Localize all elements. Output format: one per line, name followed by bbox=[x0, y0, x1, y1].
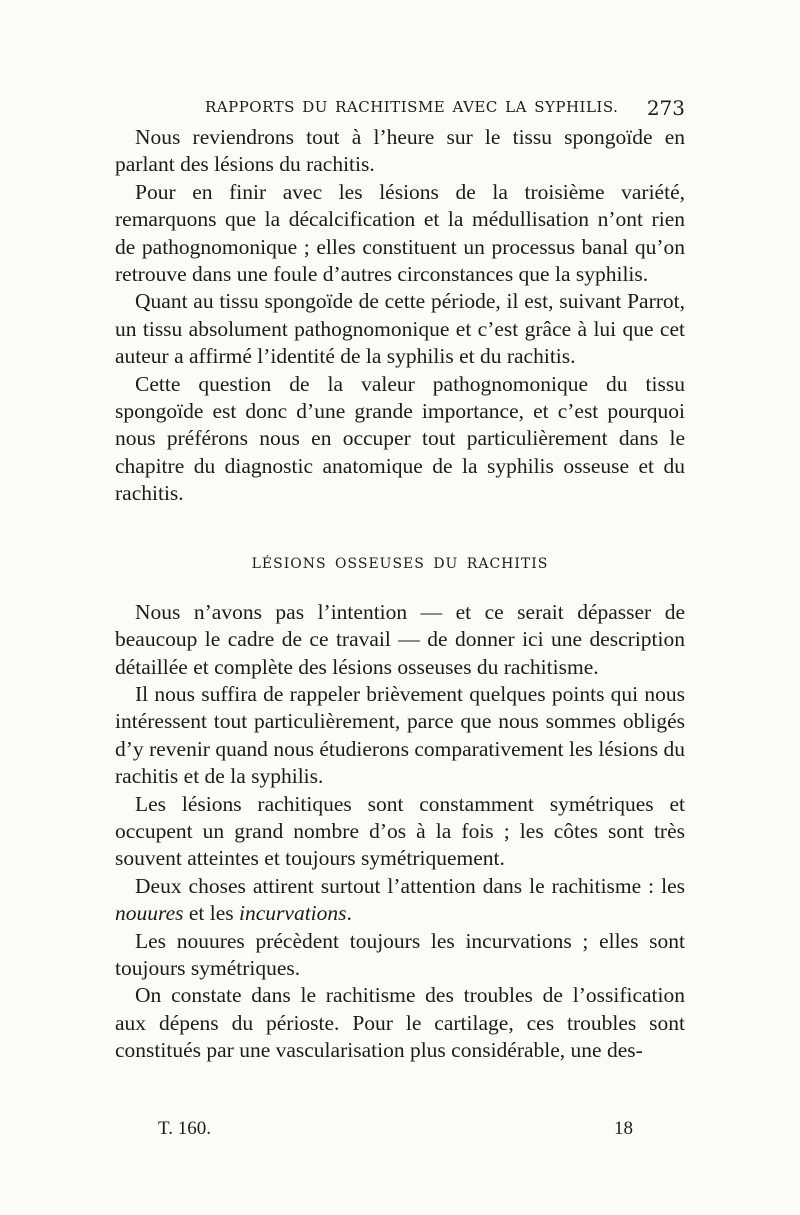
attention-middle: et les bbox=[183, 901, 240, 926]
signature-number: 18 bbox=[614, 1118, 633, 1139]
attention-lead: Deux choses attirent surtout l’attention dans le rachitisme : les bbox=[135, 873, 685, 898]
attention-end: . bbox=[346, 901, 352, 926]
page-number: 273 bbox=[646, 96, 685, 120]
paragraph: Nous reviendrons tout à l’heure sur le tissu spongoïde en parlant des lésions du rachitis. bbox=[115, 125, 685, 177]
paragraph: Cette question de la valeur pathognomonique du tissu spongoïde est donc d’une grande importance, et c’est pourquoi nous préférons nous en occuper tout particulièrement dans le chapitre du diagnostic anatomique de la syphilis osseuse et du rachitis. bbox=[115, 371, 685, 506]
paragraph: Pour en finir avec les lésions de la troisième variété, remarquons que la décalcification et la médullisation n’ont rien de pathognomonique ; elles constituent un processus banal qu’on retrouve dans une foule d’autres circonstances que la syphilis. bbox=[115, 179, 685, 287]
paragraph: Les lésions rachitiques sont constamment symétriques et occupent un grand nombre d’os à la fois ; les côtes sont très souvent atteintes et toujours symétriquement. bbox=[115, 791, 685, 871]
term-nouures: nouures bbox=[115, 901, 184, 926]
attention-paragraph bbox=[115, 873, 685, 928]
volume-signature: T. 160. bbox=[158, 1118, 211, 1139]
page-footer bbox=[115, 1118, 685, 1148]
section-title: LÉSIONS OSSEUSES DU RACHITIS bbox=[251, 555, 549, 572]
running-header bbox=[115, 96, 685, 126]
paragraph: Quant au tissu spongoïde de cette période, il est, suivant Parrot, un tissu absolument pathognomonique et c’est grâce à lui que cet auteur a affirmé l’identité de la syphilis et du rachitis. bbox=[115, 289, 685, 369]
paragraph: Les nouures précèdent toujours les incurvations ; elles sont toujours symétriques. bbox=[115, 928, 685, 980]
paragraph: On constate dans le rachitisme des troubles de l’ossification aux dépens du périoste. Pour le cartilage, ces troubles sont constitués par une vascularisation plus considérable, une des- bbox=[115, 983, 685, 1063]
paragraph: Il nous suffira de rappeler brièvement quelques points qui nous intéressent tout particulièrement, parce que nous sommes obligés d’y revenir quand nous étudierons comparativement les lésions du rachitis et de la syphilis. bbox=[115, 681, 685, 789]
running-title: RAPPORTS DU RACHITISME AVEC LA SYPHILIS. bbox=[205, 98, 619, 116]
term-incurvations: incurvations bbox=[239, 901, 347, 926]
page-body bbox=[115, 124, 685, 1065]
paragraph: Nous n’avons pas l’intention — et ce serait dépasser de beaucoup le cadre de ce travail — de donner ici une description détaillée et complète des lésions osseuses du rachitisme. bbox=[115, 599, 685, 679]
